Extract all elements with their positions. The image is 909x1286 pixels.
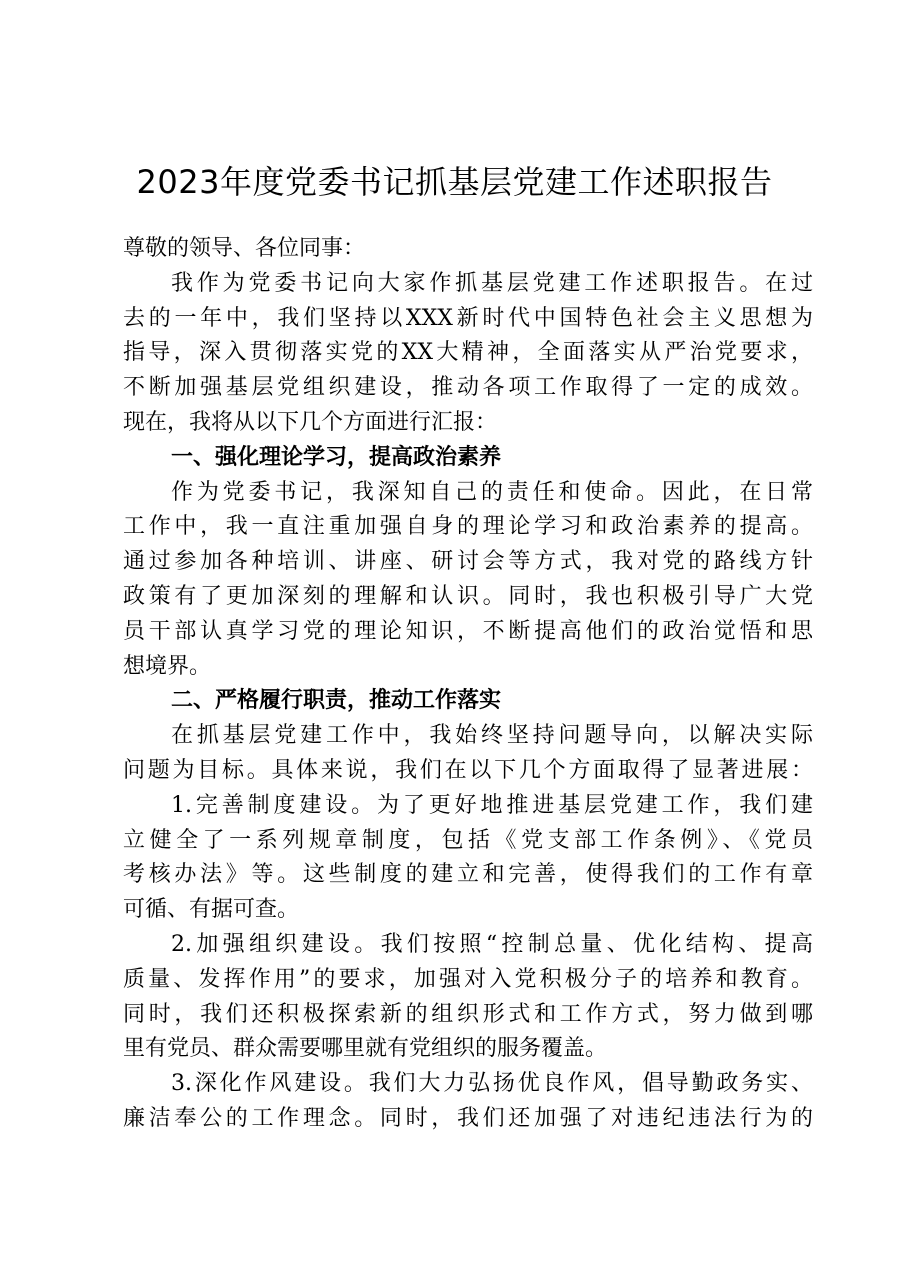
section-2-intro-line: 在抓基层党建工作中，我始终坚持问题导向，以解决实际 xyxy=(171,723,813,749)
section-2-heading: 二、严格履行职责，推动工作落实 xyxy=(171,688,502,714)
section-1-line: 员干部认真学习党的理论知识，不断提高他们的政治觉悟和思 xyxy=(123,618,813,644)
item-3-line: 廉洁奉公的工作理念。同时，我们还加强了对违纪违法行为的 xyxy=(123,1105,813,1131)
intro-line: 现在，我将从以下几个方面进行汇报： xyxy=(123,409,498,435)
document-body xyxy=(123,232,813,1137)
item-1-line: 1.完善制度建设。为了更好地推进基层党建工作，我们建 xyxy=(171,792,813,818)
section-2-intro-line: 问题为目标。具体来说，我们在以下几个方面取得了显著进展： xyxy=(123,757,813,783)
item-3-line: 3.深化作风建设。我们大力弘扬优良作风，倡导勤政务实、 xyxy=(171,1071,813,1097)
item-2-line: 质量、发挥作用”的要求，加强对入党积极分子的培养和教育。 xyxy=(123,966,813,992)
intro-line: 我作为党委书记向大家作抓基层党建工作述职报告。在过 xyxy=(171,270,813,296)
section-1-line: 工作中，我一直注重加强自身的理论学习和政治素养的提高。 xyxy=(123,514,813,540)
item-2-line: 2.加强组织建设。我们按照“控制总量、优化结构、提高 xyxy=(171,931,813,957)
intro-line: 指导，深入贯彻落实党的XX大精神，全面落实从严治党要求， xyxy=(123,340,813,366)
document-title: 2023年度党委书记抓基层党建工作述职报告 xyxy=(136,163,773,201)
section-1-heading: 一、强化理论学习，提高政治素养 xyxy=(171,444,502,470)
item-1-line: 考核办法》等。这些制度的建立和完善，使得我们的工作有章 xyxy=(123,862,813,888)
item-2-line: 同时，我们还积极探索新的组织形式和工作方式，努力做到哪 xyxy=(123,1001,813,1027)
intro-line: 去的一年中，我们坚持以XXX新时代中国特色社会主义思想为 xyxy=(123,305,813,331)
item-1-line: 可循、有据可查。 xyxy=(123,897,300,923)
section-1-line: 想境界。 xyxy=(123,653,212,679)
salutation: 尊敬的领导、各位同事： xyxy=(123,236,366,261)
section-1-line: 通过参加各种培训、讲座、研讨会等方式，我对党的路线方针 xyxy=(123,549,813,575)
section-1-line: 政策有了更加深刻的理解和认识。同时，我也积极引导广大党 xyxy=(123,583,813,609)
item-2-line: 里有党员、群众需要哪里就有党组织的服务覆盖。 xyxy=(123,1036,608,1062)
section-1-line: 作为党委书记，我深知自己的责任和使命。因此，在日常 xyxy=(171,479,813,505)
item-1-line: 立健全了一系列规章制度，包括《党支部工作条例》、《党员 xyxy=(123,827,813,853)
intro-line: 不断加强基层党组织建设，推动各项工作取得了一定的成效。 xyxy=(123,375,813,401)
